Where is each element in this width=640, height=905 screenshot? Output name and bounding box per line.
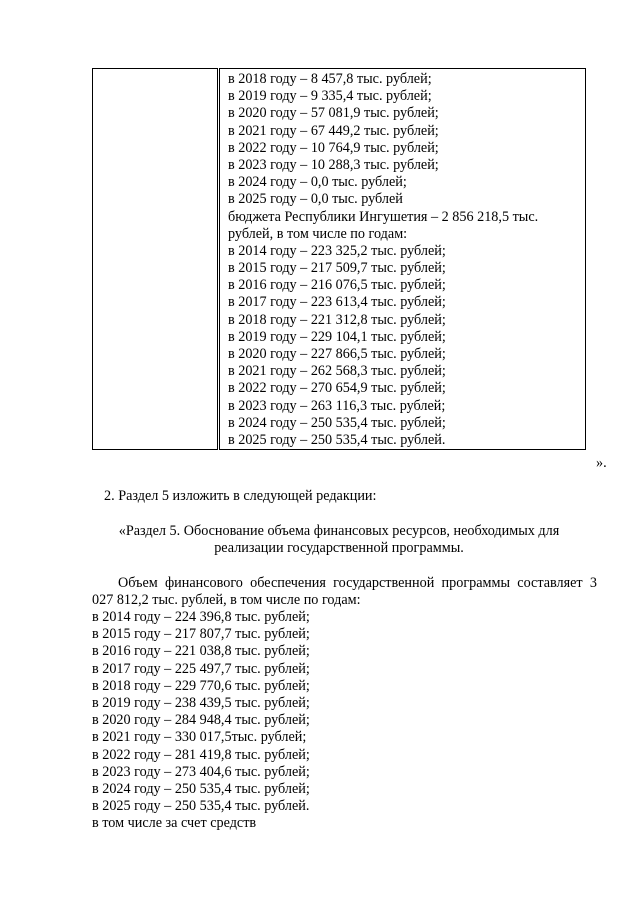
table-line: в 2020 году – 57 081,9 тыс. рублей; [228,105,439,122]
table-line: в 2019 году – 9 335,4 тыс. рублей; [228,88,432,105]
table-line: в 2016 году – 216 076,5 тыс. рублей; [228,277,446,294]
list-item: в 2018 году – 229 770,6 тыс. рублей; [92,677,310,694]
table-line: в 2022 году – 270 654,9 тыс. рублей; [228,380,446,397]
table-line: в 2023 году – 10 288,3 тыс. рублей; [228,156,439,173]
table-line: в 2023 году – 263 116,3 тыс. рублей; [228,397,446,414]
table-line: в 2025 году – 250 535,4 тыс. рублей. [228,431,446,448]
list-item: в 2024 году – 250 535,4 тыс. рублей; [92,780,310,797]
table-line: рублей, в том числе по годам: [228,225,408,242]
list-item: в 2022 году – 281 419,8 тыс. рублей; [92,746,310,763]
list-item: в 2021 году – 330 017,5тыс. рублей; [92,729,307,746]
closing-quote-mark: ». [596,455,607,471]
table-line: в 2021 году – 67 449,2 тыс. рублей; [228,122,439,139]
amendment-item-2: 2. Раздел 5 изложить в следующей редакции: [104,488,377,504]
table-line: бюджета Республики Ингушетия – 2 856 218,5 тыс. [228,208,539,225]
list-item: в 2019 году – 238 439,5 тыс. рублей; [92,694,310,711]
table-cell-left [93,69,219,450]
table-line: в 2018 году – 8 457,8 тыс. рублей; [228,71,432,87]
table-line: в 2017 году – 223 613,4 тыс. рублей; [228,294,446,311]
table-line: в 2025 году – 0,0 тыс. рублей [228,191,403,208]
table-line: в 2019 году – 229 104,1 тыс. рублей; [228,328,446,345]
list-item: в 2017 году – 225 497,7 тыс. рублей; [92,660,310,677]
list-item: в 2015 году – 217 807,7 тыс. рублей; [92,626,310,643]
list-item: в 2020 году – 284 948,4 тыс. рублей; [92,712,310,729]
list-item: в 2025 году – 250 535,4 тыс. рублей. [92,798,310,815]
table-cell-funding [219,69,586,450]
table-line: в 2024 году – 250 535,4 тыс. рублей; [228,414,446,431]
table-line: в 2018 году – 221 312,8 тыс. рублей; [228,311,446,328]
list-item: в 2014 году – 224 396,8 тыс. рублей; [92,609,310,625]
list-item: в 2023 году – 273 404,6 тыс. рублей; [92,763,310,780]
section-heading: «Раздел 5. Обоснование объема финансовых ресурсов, необходимых для реализации государственной программы. [118,523,560,557]
table-line: в 2022 году – 10 764,9 тыс. рублей; [228,139,439,156]
table-line: в 2020 году – 227 866,5 тыс. рублей; [228,346,446,362]
table-line: в 2015 году – 217 509,7 тыс. рублей; [228,260,446,277]
table-line: в 2024 году – 0,0 тыс. рублей; [228,174,407,191]
list-item: в 2016 году – 221 038,8 тыс. рублей; [92,643,310,660]
final-line: в том числе за счет средств [92,815,257,832]
years-list [92,609,310,832]
funding-table [92,68,586,450]
table-line: в 2014 году – 223 325,2 тыс. рублей; [228,242,446,259]
table-row [93,69,586,450]
intro-paragraph: Объем финансового обеспечения государственной программы составляет 3 027 812,2 тыс. рублей, в том числе по годам: [92,575,597,609]
table-line: в 2021 году – 262 568,3 тыс. рублей; [228,363,446,380]
